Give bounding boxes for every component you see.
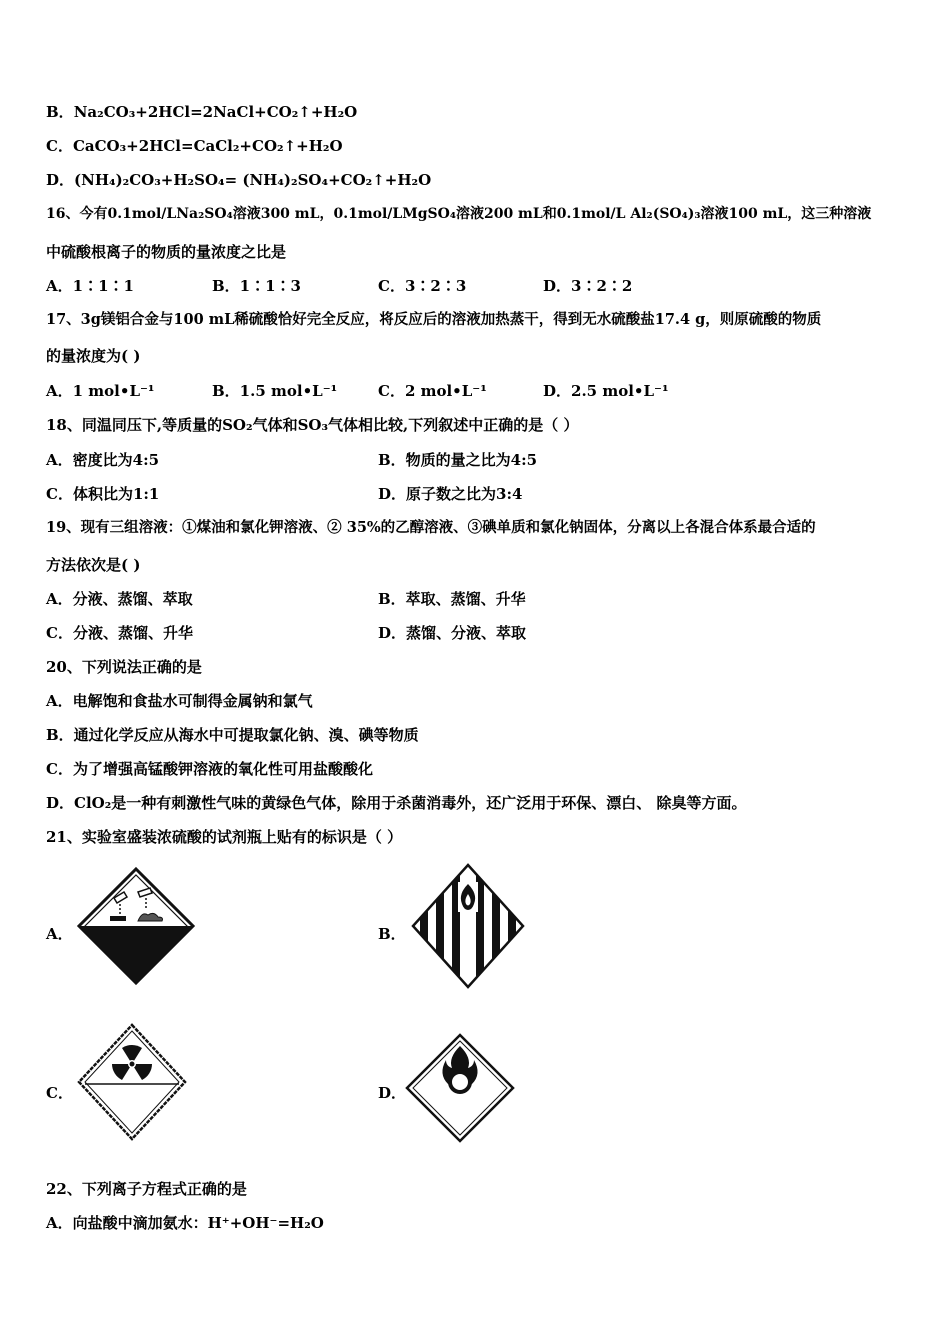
- corrosive-sign-icon: [76, 866, 196, 986]
- option-c-prev: C．CaCO₃+2HCl=CaCl₂+CO₂↑+H₂O: [46, 137, 343, 155]
- q16-stem-line1: 16、今有0.1mol/LNa₂SO₄溶液300 mL，0.1mol/LMgSO₄溶液200 mL和0.1mol/L Al₂(SO₄)₃溶液100 mL，这三种溶液: [46, 206, 872, 222]
- q20-stem: 20、下列说法正确的是: [46, 658, 202, 676]
- option-d-prev: D．(NH₄)₂CO₃+H₂SO₄= (NH₄)₂SO₄+CO₂↑+H₂O: [46, 171, 432, 189]
- q21-label-b: B．: [378, 925, 406, 943]
- option-b-prev: B．Na₂CO₃+2HCl=2NaCl+CO₂↑+H₂O: [46, 103, 358, 121]
- q17-option-a: A．1 mol•L⁻¹: [46, 382, 155, 400]
- q18-stem: 18、同温同压下,等质量的SO₂气体和SO₃气体相比较,下列叙述中正确的是（ ）: [46, 416, 579, 434]
- q17-stem-line2: 的量浓度为( ): [46, 347, 141, 365]
- q18-option-c: C．体积比为1:1: [46, 485, 160, 503]
- q17-option-b: B．1.5 mol•L⁻¹: [212, 382, 338, 400]
- q20-option-b: B．通过化学反应从海水中可提取氯化钠、溴、碘等物质: [46, 726, 419, 744]
- q22-stem: 22、下列离子方程式正确的是: [46, 1180, 247, 1198]
- q19-option-c: C．分液、蒸馏、升华: [46, 624, 193, 642]
- q17-option-c: C．2 mol•L⁻¹: [378, 382, 487, 400]
- q20-option-d: D．ClO₂是一种有刺激性气味的黄绿色气体，除用于杀菌消毒外，还广泛用于环保、漂白、 除臭等方面。: [46, 794, 747, 812]
- q19-option-d: D．蒸馏、分液、萃取: [378, 624, 527, 642]
- q18-option-b: B．物质的量之比为4:5: [378, 451, 538, 469]
- q22-option-a: A．向盐酸中滴加氨水：H⁺+OH⁻=H₂O: [46, 1214, 324, 1232]
- q17-option-d: D．2.5 mol•L⁻¹: [543, 382, 669, 400]
- q19-option-b: B．萃取、蒸馏、升华: [378, 590, 526, 608]
- q18-option-a: A．密度比为4:5: [46, 451, 160, 469]
- q21-stem: 21、实验室盛装浓硫酸的试剂瓶上贴有的标识是（ ）: [46, 828, 403, 846]
- q16-option-c: C．3∶2∶3: [378, 277, 467, 295]
- radioactive-sign-icon: [76, 1022, 188, 1142]
- q16-option-b: B．1∶1∶3: [212, 277, 301, 295]
- q16-stem-line2: 中硫酸根离子的物质的量浓度之比是: [46, 243, 287, 261]
- q21-label-d: D．: [378, 1084, 407, 1102]
- q21-label-a: A．: [46, 925, 73, 943]
- q18-option-d: D．原子数之比为3:4: [378, 485, 523, 503]
- q20-option-a: A．电解饱和食盐水可制得金属钠和氯气: [46, 692, 313, 710]
- q19-stem-line2: 方法依次是( ): [46, 556, 141, 574]
- q19-option-a: A．分液、蒸馏、萃取: [46, 590, 193, 608]
- q20-option-c: C．为了增强高锰酸钾溶液的氧化性可用盐酸酸化: [46, 760, 373, 778]
- flammable-solid-sign-icon: [410, 862, 526, 990]
- oxidizer-sign-icon: [404, 1032, 516, 1144]
- q21-label-c: C．: [46, 1084, 73, 1102]
- q19-stem-line1: 19、现有三组溶液：①煤油和氯化钾溶液、② 35%的乙醇溶液、③碘单质和氯化钠固体，分离以上各混合体系最合适的: [46, 519, 816, 536]
- q16-option-d: D．3∶2∶2: [543, 277, 633, 295]
- q16-option-a: A．1∶1∶1: [46, 277, 134, 295]
- q17-stem-line1: 17、3g镁铝合金与100 mL稀硫酸恰好完全反应，将反应后的溶液加热蒸干，得到无水硫酸盐17.4 g，则原硫酸的物质: [46, 311, 822, 328]
